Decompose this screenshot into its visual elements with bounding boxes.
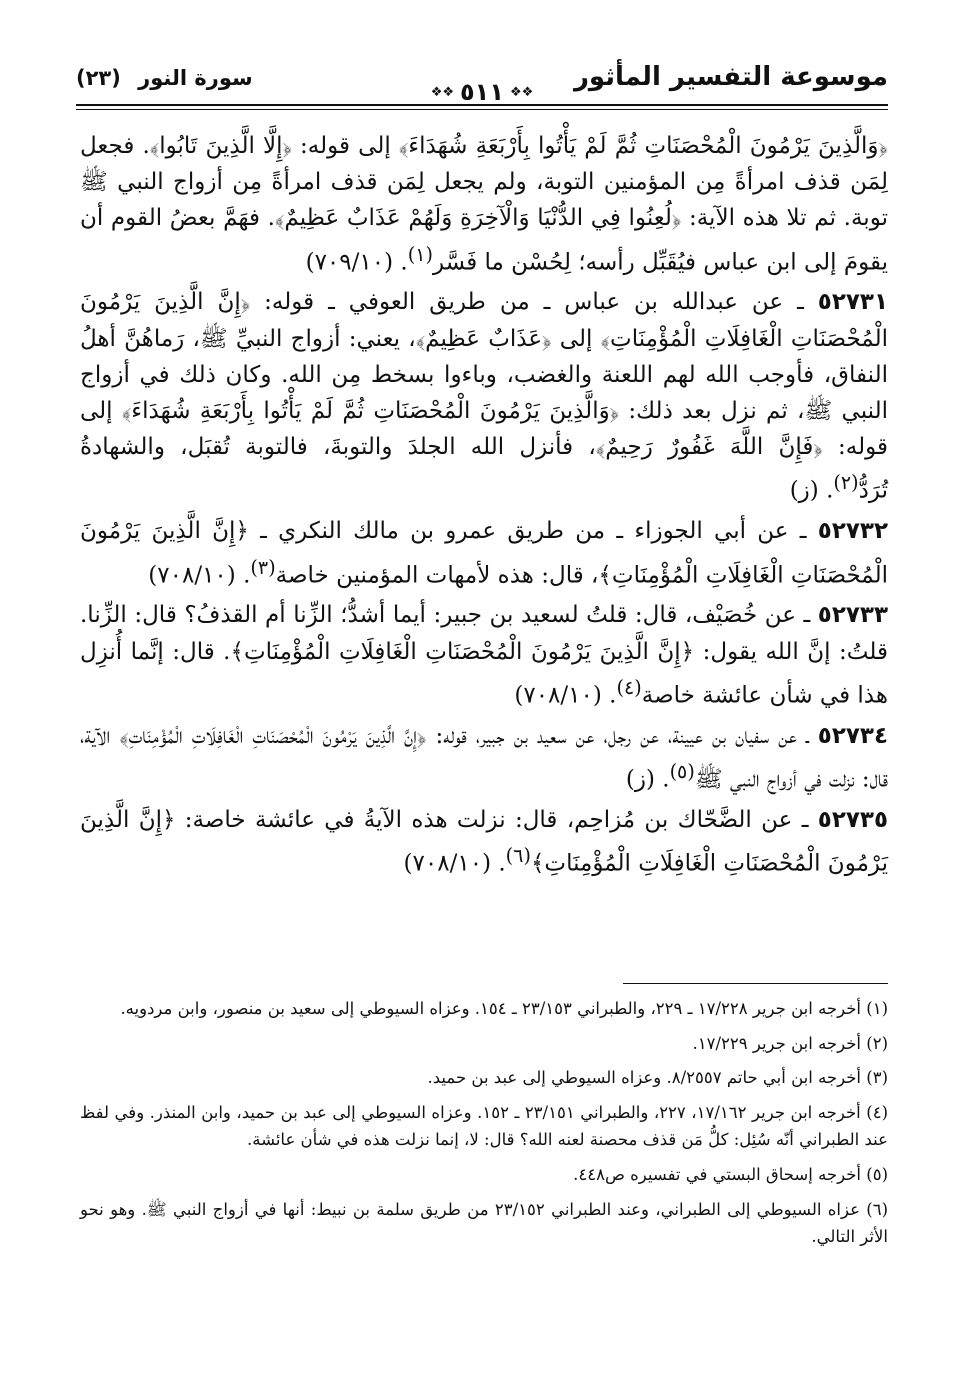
sura-title bbox=[76, 66, 253, 90]
narration-paragraph bbox=[80, 718, 888, 798]
header-rule bbox=[76, 104, 888, 106]
footnotes bbox=[80, 995, 888, 1258]
narration-text: ﴿وَالَّذِينَ يَرْمُونَ الْمُحْصَنَاتِ ثُمَّ لَمْ يَأْتُوا بِأَرْبَعَةِ شُهَدَاءَ﴾ إلى قوله: ﴿إِلَّا الَّذِينَ تَابُوا﴾. فجعل لِمَن قذف امرأةً مِن المؤمنين التوبة، ولم يجعل لِمَن قذف امرأةً مِن أزواج النبي ﷺ توبة. ثم تلا هذه الآية: ﴿لُعِنُوا فِي الدُّنْيَا وَالْآخِرَةِ وَلَهُمْ عَذَابٌ عَظِيمٌ﴾. فهَمَّ بعضُ القوم أن يقومَ إلى ابن عباس فيُقَبِّل رأسه؛ لِحُسْن ما فَسَّر bbox=[80, 133, 888, 276]
sura-name: سورة النور bbox=[138, 66, 253, 90]
footnote-marker: (٦) bbox=[505, 843, 531, 867]
narration-text: ـ عن الضَّحّاك بن مُزاحِم، قال: نزلت هذه الآيةُ في عائشة خاصة: ﴿إِنَّ الَّذِينَ يَرْمُونَ الْمُحْصَنَاتِ الْغَافِلَاتِ الْمُؤْمِنَاتِ﴾ bbox=[80, 806, 888, 877]
footnote: (٤) أخرجه ابن جرير ١٧/١٦٢، ٢٢٧، والطبراني ٢٣/١٥١ ـ ١٥٢. وعزاه السيوطي إلى عبد بن حميد، وابن المنذر. وفي لفظ عند الطبراني أنّه سُئِل: كلُّ مَن قذف محصنة لعنه الله؟ قال: لا، إنما نزلت هذه في شأن عائشة. bbox=[80, 1102, 888, 1150]
volume-reference: . (٧٠٩/١٠) bbox=[305, 249, 408, 276]
narration-text: ـ عن خُصَيْف، قال: قلتُ لسعيد بن جبير: أيما أشدُّ؛ الزِّنا أم القذفُ؟ قال: الزِّنا. قلتُ: إنَّ الله يقول: ﴿إِنَّ الَّذِينَ يَرْمُونَ الْمُحْصَنَاتِ الْغَافِلَاتِ الْمُؤْمِنَاتِ﴾. قال: إنَّما أُنزِل هذا في شأن عائشة خاصة bbox=[80, 602, 888, 709]
volume-reference: . (ز) bbox=[789, 478, 834, 505]
footnote-marker: (٢) bbox=[833, 471, 859, 495]
volume-reference: . (ز) bbox=[625, 766, 670, 793]
footnote: (٣) أخرجه ابن أبي حاتم ٨/٢٥٥٧. وعزاه السيوطي إلى عبد بن حميد. bbox=[427, 1068, 888, 1088]
header-rule-thin bbox=[76, 109, 888, 110]
footnote-separator bbox=[623, 983, 888, 984]
volume-reference: . (٧٠٨/١٠) bbox=[148, 562, 251, 589]
volume-reference: . (٧٠٨/١٠) bbox=[514, 682, 617, 709]
footnote-marker: (٥) bbox=[669, 759, 695, 783]
narration-paragraph bbox=[80, 597, 888, 713]
footnote: (٦) عزاه السيوطي إلى الطبراني، وعند الطبراني ٢٣/١٥٢ من طريق سلمة بن نبيط: أنها في أزواج النبي ﷺ. وهو نحو الأثر التالي. bbox=[80, 1199, 888, 1247]
narration-number: ٥٢٧٣١ bbox=[817, 289, 888, 316]
narration-number: ٥٢٧٣٤ bbox=[817, 722, 888, 749]
ornament-icon: ❖❖ bbox=[509, 84, 534, 100]
narration-paragraph bbox=[80, 802, 888, 882]
narration-number: ٥٢٧٣٢ bbox=[817, 518, 888, 545]
page-number-block bbox=[431, 78, 534, 106]
sura-number: (٢٣) bbox=[76, 66, 121, 90]
volume-reference: . (٧٠٨/١٠) bbox=[403, 850, 506, 877]
narration-number: ٥٢٧٣٣ bbox=[817, 602, 888, 629]
narration-text: ـ عن أبي الجوزاء ـ من طريق عمرو بن مالك النكري ـ ﴿إِنَّ الَّذِينَ يَرْمُونَ الْمُحْصَنَاتِ الْغَافِلَاتِ الْمُؤْمِنَاتِ﴾، قال: هذه لأمهات المؤمنين خاصة bbox=[80, 518, 888, 589]
footnote: (٥) أخرجه إسحاق البستي في تفسيره ص٤٤٨. bbox=[573, 1164, 888, 1184]
footnote-marker: (٣) bbox=[250, 555, 276, 579]
narration-paragraph bbox=[80, 128, 888, 280]
book-title: موسوعة التفسير المأثور bbox=[573, 62, 888, 92]
narration-text: ـ عن سفيان بن عيينة، عن رجل، عن سعيد بن جبير، قوله: ﴿إِنَّ الَّذِينَ يَرْمُونَ الْمُحْصَنَاتِ الْغَافِلَاتِ الْمُؤْمِنَاتِ﴾ الآية، قال: نزلت في أزواج النبي ﷺ bbox=[80, 722, 888, 793]
page-number: ٥١١ bbox=[460, 78, 504, 106]
narration-paragraph bbox=[80, 513, 888, 593]
footnote: (٢) أخرجه ابن جرير ١٧/٢٢٩. bbox=[692, 1033, 888, 1053]
narration-number: ٥٢٧٣٥ bbox=[817, 806, 888, 833]
ornament-icon: ❖❖ bbox=[430, 84, 455, 100]
footnote-marker: (٤) bbox=[616, 675, 642, 699]
footnote: (١) أخرجه ابن جرير ١٧/٢٢٨ ـ ٢٢٩، والطبراني ٢٣/١٥٣ ـ ١٥٤. وعزاه السيوطي إلى سعيد بن منصور، وابن مردويه. bbox=[120, 999, 888, 1018]
footnote-marker: (١) bbox=[407, 242, 433, 266]
page-header bbox=[76, 58, 888, 106]
main-text bbox=[80, 128, 888, 886]
narration-paragraph bbox=[80, 284, 888, 509]
narration-text: ـ عن عبدالله بن عباس ـ من طريق العوفي ـ قوله: ﴿إِنَّ الَّذِينَ يَرْمُونَ الْمُحْصَنَاتِ الْغَافِلَاتِ الْمُؤْمِنَاتِ﴾ إلى ﴿عَذَابٌ عَظِيمٌ﴾، يعني: أزواج النبيِّ ﷺ، رَماهُنَّ أهلُ النفاق، فأوجب الله لهم اللعنة والغضب، وباءوا بسخط مِن الله. وكان ذلك في أزواج النبي ﷺ، ثم نزل بعد ذلك: ﴿وَالَّذِينَ يَرْمُونَ الْمُحْصَنَاتِ ثُمَّ لَمْ يَأْتُوا بِأَرْبَعَةِ شُهَدَاءَ﴾ إلى قوله: ﴿فَإِنَّ اللَّهَ غَفُورٌ رَحِيمٌ﴾، فأنزل الله الجلدَ والتوبةَ، فالتوبة تُقبَل، والشهادةُ تُرَدُّ bbox=[80, 289, 888, 505]
